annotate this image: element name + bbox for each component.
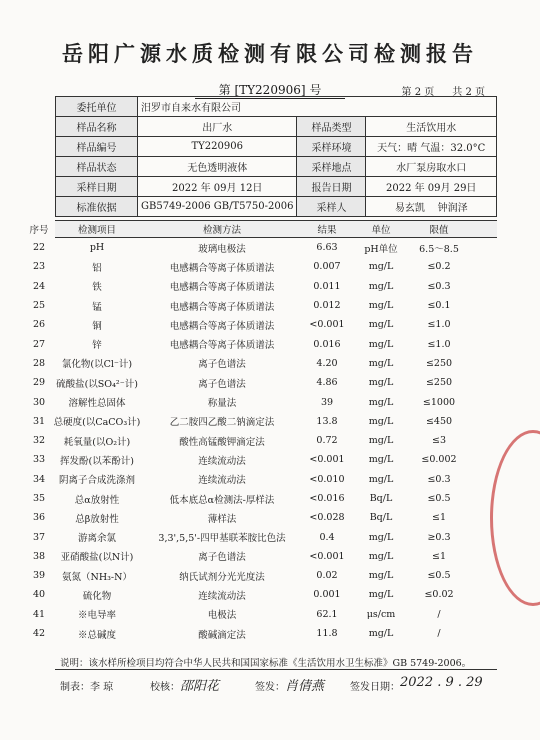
row-item: 铝	[92, 262, 102, 274]
row-limit: ≥0.3	[427, 531, 451, 543]
row-no: 30	[32, 396, 46, 408]
report-date-value: 2022 年 09月 29日	[366, 177, 497, 197]
row-no: 36	[32, 512, 46, 524]
row-limit: ≤1.0	[427, 319, 451, 331]
row-limit: ≤1	[431, 550, 446, 562]
row-no: 33	[32, 454, 46, 466]
bottom-divider	[55, 669, 497, 670]
row-no: 29	[32, 377, 46, 389]
row-unit: mg/L	[368, 531, 394, 543]
row-result: 0.4	[319, 531, 335, 543]
row-limit: ≤0.1	[427, 300, 451, 312]
row-method: 电感耦合等离子体质谱法	[169, 301, 275, 313]
row-method: 电感耦合等离子体质谱法	[169, 340, 275, 352]
row-limit: ≤250	[425, 357, 453, 369]
row-result: 0.02	[316, 570, 338, 582]
row-no: 22	[32, 242, 46, 254]
issue-date: 2022 . 9 . 29	[400, 675, 483, 690]
row-method: 电感耦合等离子体质谱法	[169, 320, 275, 332]
table-row	[32, 566, 497, 585]
table-row	[32, 547, 497, 566]
row-unit: mg/L	[368, 435, 394, 447]
table-row	[32, 412, 497, 431]
sample-name-label: 样品名称	[56, 117, 138, 137]
row-method: 称量法	[207, 398, 237, 410]
row-no: 23	[32, 261, 46, 273]
row-limit: ≤0.3	[427, 473, 451, 485]
row-no: 31	[32, 415, 46, 427]
row-result: 0.012	[313, 300, 341, 312]
row-result: 62.1	[316, 608, 338, 620]
row-limit: ≤0.5	[427, 570, 451, 582]
table-row	[32, 334, 497, 353]
row-item: 阴离子合成洗涤剂	[58, 475, 135, 487]
row-limit: ≤450	[425, 415, 453, 427]
sample-type-label: 样品类型	[297, 117, 366, 137]
row-no: 42	[32, 628, 46, 640]
date-value: 2022 年 09月 12日	[138, 177, 297, 197]
row-limit: ≤3	[431, 435, 446, 447]
approver-signature: 肖倩燕	[285, 679, 325, 694]
table-row	[32, 373, 497, 392]
row-method: 3,3',5,5'-四甲基联苯胺比色法	[158, 533, 286, 545]
row-method: 电极法	[207, 610, 237, 622]
row-method: 连续流动法	[198, 590, 246, 602]
row-item: 总硬度(以CaCO₃计)	[53, 417, 141, 429]
table-row	[32, 257, 497, 276]
row-item: 耗氧量(以O₂计)	[63, 436, 131, 448]
row-item: 亚硝酸盐(以N计)	[60, 552, 134, 564]
row-result: 4.20	[316, 357, 338, 369]
row-result: 11.8	[316, 628, 338, 640]
row-item: pH	[89, 242, 105, 254]
row-result: <0.001	[309, 454, 345, 466]
results-table	[29, 220, 497, 643]
row-item: 总β放射性	[75, 513, 119, 525]
row-limit: ≤1	[431, 512, 446, 524]
table-row	[32, 431, 497, 450]
col-limit: 限值	[429, 225, 449, 236]
row-item: 挥发酚(以苯酚计)	[60, 455, 134, 467]
row-method: 低本底总α检测法-厚样法	[169, 494, 275, 506]
row-no: 27	[32, 338, 46, 350]
row-unit: mg/L	[368, 377, 394, 389]
sample-id-label: 样品编号	[56, 137, 138, 157]
row-method: 酸碱滴定法	[198, 629, 246, 641]
report-number: 第 [TY220906] 号	[0, 81, 540, 99]
table-row	[32, 238, 497, 257]
table-row	[32, 470, 497, 489]
row-method: 离子色谱法	[198, 552, 246, 564]
row-limit: ≤1000	[422, 396, 456, 408]
row-unit: mg/L	[368, 550, 394, 562]
row-unit: mg/L	[368, 357, 394, 369]
row-unit: mg/L	[368, 628, 394, 640]
row-item: 硫酸盐(以SO₄²⁻计)	[56, 378, 138, 390]
company-seal	[490, 430, 540, 606]
table-row	[32, 489, 497, 508]
sampler-value: 易玄凯 钟润泽	[366, 197, 497, 217]
col-item: 检测项目	[77, 225, 116, 236]
row-limit: /	[437, 608, 441, 620]
std-value: GB5749-2006 GB/T5750-2006	[138, 197, 297, 217]
row-method: 乙二胺四乙酸二钠滴定法	[169, 417, 275, 429]
row-unit: pH单位	[364, 243, 398, 255]
row-item: 锌	[92, 340, 102, 352]
row-method: 玻璃电极法	[198, 243, 246, 255]
row-unit: Bq/L	[369, 512, 393, 524]
row-unit: mg/L	[368, 570, 394, 582]
row-no: 41	[32, 608, 46, 620]
row-limit: ≤0.02	[424, 589, 454, 601]
row-no: 35	[32, 493, 46, 504]
row-result: 13.8	[316, 415, 338, 427]
row-method: 离子色谱法	[198, 378, 246, 390]
row-unit: mg/L	[368, 396, 394, 408]
row-result: <0.016	[309, 493, 345, 504]
row-result: 0.72	[316, 435, 338, 447]
row-item: 铜	[92, 320, 102, 332]
date-label: 采样日期	[56, 177, 138, 197]
row-limit: ≤0.2	[427, 261, 451, 273]
row-unit: mg/L	[368, 261, 394, 273]
row-no: 40	[32, 589, 46, 601]
row-item: ※总碱度	[77, 629, 116, 641]
row-method: 连续流动法	[198, 455, 246, 467]
site-label: 采样地点	[297, 157, 366, 177]
row-item: 总α放射性	[74, 494, 120, 506]
sample-id-value: TY220906	[138, 137, 297, 157]
state-value: 无色透明液体	[138, 157, 297, 177]
row-result: 0.001	[313, 589, 341, 601]
std-label: 标准依据	[56, 197, 138, 217]
row-unit: mg/L	[368, 415, 394, 427]
row-method: 离子色谱法	[198, 359, 246, 371]
row-result: 6.63	[316, 242, 338, 254]
row-no: 34	[32, 473, 46, 485]
client-value: 汨罗市自来水有限公司	[138, 97, 497, 117]
row-method: 电感耦合等离子体质谱法	[169, 282, 275, 294]
conclusion-note: 说明：该水样所检项目均符合中华人民共和国国家标准《生活饮用水卫生标准》GB 5749-2006。	[60, 658, 472, 669]
row-unit: μs/cm	[366, 608, 396, 620]
table-row	[32, 624, 497, 643]
sample-info-table	[55, 96, 497, 217]
row-no: 28	[32, 357, 46, 369]
row-no: 39	[32, 570, 46, 582]
row-unit: Bq/L	[369, 493, 393, 504]
sample-type-value: 生活饮用水	[366, 117, 497, 137]
table-row	[32, 315, 497, 334]
row-result: <0.001	[309, 319, 345, 331]
row-item: 游离余氯	[77, 533, 116, 545]
col-no: 序号	[29, 225, 49, 236]
env-value: 天气：晴 气温：32.0°C	[366, 137, 497, 157]
col-result: 结果	[317, 225, 337, 236]
table-row	[32, 296, 497, 315]
row-result: 0.007	[313, 261, 341, 273]
sample-name-value: 出厂水	[138, 117, 297, 137]
row-result: <0.010	[309, 473, 345, 485]
table-row	[32, 585, 497, 604]
row-result: 0.011	[313, 280, 341, 292]
checker-label: 校核：	[150, 682, 180, 693]
row-item: 溶解性总固体	[68, 398, 126, 410]
checker-signature: 邵阳花	[180, 679, 220, 694]
row-item: ※电导率	[77, 610, 116, 622]
sampler-label: 采样人	[297, 197, 366, 217]
report-date-label: 报告日期	[297, 177, 366, 197]
row-no: 37	[32, 531, 46, 543]
client-label: 委托单位	[56, 97, 138, 117]
row-result: 0.016	[313, 338, 341, 350]
row-no: 25	[32, 300, 46, 312]
row-no: 38	[32, 550, 46, 562]
row-item: 氨氮（NH₃-N）	[62, 571, 132, 583]
row-method: 纳氏试剂分光光度法	[179, 571, 265, 583]
row-limit: ≤0.3	[427, 280, 451, 292]
row-item: 氯化物(以Cl⁻计)	[61, 359, 133, 371]
row-no: 24	[32, 280, 46, 292]
row-result: 39	[320, 396, 334, 408]
table-row	[32, 277, 497, 296]
env-label: 采样环境	[297, 137, 366, 157]
table-row	[32, 605, 497, 624]
row-limit: 6.5～8.5	[419, 243, 459, 255]
table-row	[32, 527, 497, 546]
row-no: 32	[32, 435, 46, 447]
maker: 制表：李 琼	[60, 682, 114, 693]
row-limit: ≤1.0	[427, 338, 451, 350]
row-unit: mg/L	[368, 319, 394, 331]
approver-label: 签发：	[255, 682, 285, 693]
col-unit: 单位	[371, 225, 391, 236]
results-header	[29, 220, 497, 238]
row-limit: ≤0.002	[421, 454, 457, 466]
table-row	[32, 354, 497, 373]
row-result: <0.001	[309, 550, 345, 562]
row-limit: ≤0.5	[427, 493, 451, 504]
row-method: 连续流动法	[198, 475, 246, 487]
table-row	[32, 392, 497, 411]
state-label: 样品状态	[56, 157, 138, 177]
row-unit: mg/L	[368, 280, 394, 292]
row-unit: mg/L	[368, 589, 394, 601]
table-row	[32, 508, 497, 527]
row-limit: /	[437, 628, 441, 640]
page-indicator: 第 2 页 共 2 页	[401, 87, 485, 98]
issue-date-label: 签发日期：	[350, 682, 400, 693]
row-no: 26	[32, 319, 46, 331]
row-item: 铁	[92, 282, 102, 294]
row-unit: mg/L	[368, 300, 394, 312]
row-item: 硫化物	[82, 590, 112, 602]
row-result: 4.86	[316, 377, 338, 389]
row-method: 酸性高锰酸钾滴定法	[179, 436, 265, 448]
row-method: 电感耦合等离子体质谱法	[169, 262, 275, 274]
report-title: 岳阳广源水质检测有限公司检测报告	[62, 42, 478, 66]
row-limit: ≤250	[425, 377, 453, 389]
col-method: 检测方法	[202, 225, 241, 236]
row-unit: mg/L	[368, 454, 394, 466]
row-unit: mg/L	[368, 473, 394, 485]
table-row	[32, 450, 497, 469]
site-value: 水厂泵房取水口	[366, 157, 497, 177]
row-method: 薄样法	[207, 513, 237, 525]
row-unit: mg/L	[368, 338, 394, 350]
row-item: 锰	[92, 301, 102, 313]
row-result: <0.028	[309, 512, 345, 524]
